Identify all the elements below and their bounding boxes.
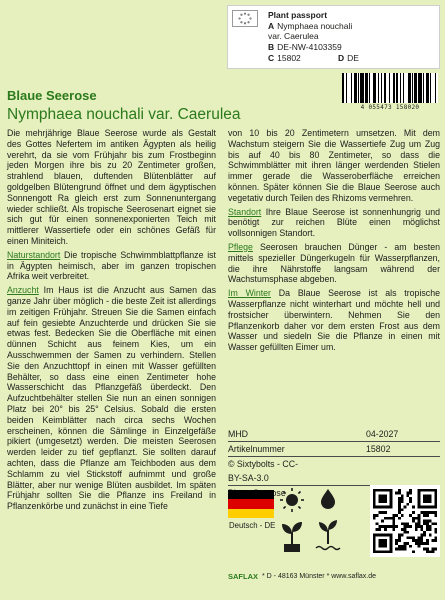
qr-module xyxy=(418,522,421,525)
qr-module xyxy=(423,514,426,517)
language-label: Deutsch - DE xyxy=(229,521,276,530)
qr-module xyxy=(420,536,423,539)
qr-module xyxy=(429,520,432,523)
qr-module xyxy=(412,511,415,514)
qr-module xyxy=(401,548,404,551)
passport-line-a xyxy=(268,21,352,31)
passport-title: Plant passport xyxy=(268,10,328,20)
intro-paragraph: Die mehrjährige Blaue Seerose wurde als Gestalt des Gottes Nefertem im antiken Ägypten als heilig verehrt, da sie vom Frühjahr bis zum Frostbeginn jeden Morgen ihre bis zu 20 Zentimeter großen, strahlend blauen, duftenden Blütenblätter auf goldgelben Blütengrund öffnet und dem ägyptischen Sonnengott Ra gleich erst zum Sonnenuntergang wieder schließt. Als tropische Seerosenart eignet sie sich gut für einen sonnenexponierten Teich mit mittlerer Wassertiefe oder ein schönes Gefäß für einen Miniteich. xyxy=(7,128,216,246)
qr-module xyxy=(404,506,407,509)
qr-module xyxy=(392,517,395,520)
qr-module xyxy=(423,548,426,551)
qr-module xyxy=(412,520,415,523)
qr-module xyxy=(398,500,401,503)
qr-module xyxy=(381,511,384,514)
qr-module xyxy=(404,542,407,545)
article-label: Artikelnummer xyxy=(228,444,285,454)
qr-module xyxy=(406,531,409,534)
left-column xyxy=(7,128,216,515)
qr-module xyxy=(398,536,401,539)
qr-module xyxy=(398,508,401,511)
passport-a-key: A xyxy=(268,21,275,31)
product-title: Blaue Seerose xyxy=(7,88,97,103)
qr-module xyxy=(406,492,409,495)
copyright-row xyxy=(228,457,440,486)
qr-module xyxy=(429,528,432,531)
qr-module xyxy=(395,539,398,542)
qr-module xyxy=(434,522,437,525)
qr-module xyxy=(415,542,418,545)
qr-module xyxy=(406,494,409,497)
winter-text: Da Blaue Seerose ist als tropische Wasserpflanze nicht winterhart und möchte hell und frostsicher überwintern. Nehmen Sie den Pflanzenkorb daher vor dem ersten Frost aus dem Wasser und siedeln Sie die Pflanze in einen mit Wasser gefüllten Eimer um. xyxy=(228,288,440,353)
qr-module xyxy=(412,536,415,539)
qr-module xyxy=(434,528,437,531)
qr-module xyxy=(409,525,412,528)
qr-module xyxy=(423,522,426,525)
qr-module xyxy=(434,539,437,542)
qr-module xyxy=(398,506,401,509)
qr-module xyxy=(401,500,404,503)
qr-module xyxy=(401,545,404,548)
qr-module xyxy=(398,548,401,551)
qr-module xyxy=(420,539,423,542)
seedling-icon xyxy=(282,522,302,552)
qr-module xyxy=(395,492,398,495)
natural-paragraph xyxy=(7,250,216,282)
qr-module xyxy=(401,528,404,531)
natural-heading: Naturstandort xyxy=(7,249,61,260)
eu-flag-icon xyxy=(232,10,258,27)
copyright-text: © Sixtybolts - CC-BY-SA-3.0 xyxy=(228,459,299,483)
qr-module xyxy=(426,525,429,528)
qr-module xyxy=(409,514,412,517)
pond-plant-icon xyxy=(316,520,340,550)
qr-module xyxy=(423,542,426,545)
qr-module xyxy=(392,525,395,528)
qr-module xyxy=(420,525,423,528)
brand-name: SAFLAX xyxy=(228,572,258,581)
location-paragraph xyxy=(228,207,440,239)
qr-module xyxy=(390,517,393,520)
qr-module xyxy=(409,536,412,539)
qr-module xyxy=(429,511,432,514)
qr-module xyxy=(384,528,387,531)
qr-module xyxy=(423,511,426,514)
mhd-label: MHD xyxy=(228,429,249,439)
qr-module xyxy=(418,539,421,542)
qr-module xyxy=(432,548,435,551)
qr-module xyxy=(420,511,423,514)
qr-module xyxy=(426,511,429,514)
qr-module xyxy=(423,520,426,523)
qr-module xyxy=(418,520,421,523)
barcode-bar xyxy=(436,73,437,103)
passport-line-b xyxy=(268,42,342,52)
plant-passport xyxy=(227,5,440,69)
growing-icons xyxy=(278,486,366,556)
qr-module xyxy=(398,497,401,500)
footer-address[interactable]: * D - 48163 Münster * www.saflax.de xyxy=(262,573,376,580)
qr-module xyxy=(395,542,398,545)
qr-module xyxy=(401,522,404,525)
qr-module xyxy=(376,528,379,531)
qr-module xyxy=(415,525,418,528)
qr-module xyxy=(412,517,415,520)
qr-module xyxy=(392,522,395,525)
qr-module xyxy=(398,534,401,537)
qr-module xyxy=(434,531,437,534)
qr-module xyxy=(373,514,376,517)
botanical-name: Nymphaea nouchali var. Caerulea xyxy=(7,106,241,123)
qr-module xyxy=(381,520,384,523)
qr-module xyxy=(418,536,421,539)
qr-module xyxy=(418,517,421,520)
sowing-text: Im Haus ist die Anzucht aus Samen das ganze Jahr über möglich - die beste Zeit ist allerdings im zeitigen Frühjahr. Streuen Sie die Samen einfach auf fein gesiebte Anzuchterde und drücken Sie sie etwas fest. Bedecken Sie die Oberfläche mit einen dünnen Schicht aus feinem Kies, um ein Ausschwemmen der Samen zu verhindern. Stellen Sie den Anzuchttopf in einen mit Wasser gefüllten Behälter, so dass eine einen Zentimeter hohe Wasserschicht das Pflanzgefäß überdeckt. Den Aufzuchtbehälter stellen Sie nun an einen sonnigen Platz bei 20° bis 25° Celsius. Sobald die ersten beiden Keimblätter nach circa sechs Wochen erscheinen, können die Sämlinge in Einzelgefäße pikiert (umgesetzt) werden. Die meisten Seerosen werden leider zu tief gepflanzt. Sie sollten darauf achten, dass die Pflanze am Teichboden aus dem Schlamm zu viel Stickstoff aufnimmt und große Blätter, aber nur wenige Blüten ausbildet. Im späten Frühjahr sollten Sie die Pflanze ins Freiland in Pflanzenkörbe und zunächst in eine Tiefe xyxy=(7,285,216,512)
qr-module xyxy=(434,548,437,551)
qr-module xyxy=(432,550,435,553)
winter-heading: Im Winter xyxy=(228,288,271,299)
qr-module xyxy=(434,536,437,539)
passport-a-line1: Nymphaea nouchali xyxy=(277,21,353,31)
qr-module xyxy=(381,525,384,528)
qr-module xyxy=(423,534,426,537)
qr-module xyxy=(418,525,421,528)
qr-module xyxy=(406,522,409,525)
footer xyxy=(228,570,440,584)
qr-module xyxy=(384,517,387,520)
qr-module xyxy=(404,522,407,525)
qr-module xyxy=(412,550,415,553)
qr-module xyxy=(415,528,418,531)
qr-module xyxy=(398,517,401,520)
qr-module xyxy=(426,548,429,551)
qr-module xyxy=(404,531,407,534)
qr-module xyxy=(415,539,418,542)
qr-module xyxy=(409,497,412,500)
qr-module xyxy=(387,525,390,528)
continued-paragraph: von 10 bis 20 Zentimetern umsetzen. Mit dem Wachstum steigern Sie die Wassertiefe Zug um Zug bis auf 40 bis 80 Zentimeter, so dass die Schwimmblätter mit ihren länger werdenden Stielen immer gerade die Wasseroberfläche erreichen können. Später können Sie die Blaue Seerose auch vegetativ durch Teilen des Rhizoms vermehren. xyxy=(228,128,440,203)
right-column xyxy=(228,128,440,356)
passport-a-line2: var. Caerulea xyxy=(268,31,319,41)
passport-c-key: C xyxy=(268,53,275,63)
qr-module xyxy=(432,522,435,525)
mhd-value: 04-2027 xyxy=(366,429,399,439)
sun-icon xyxy=(280,488,304,512)
passport-d-key: D xyxy=(338,53,345,63)
article-row xyxy=(228,442,440,457)
qr-module xyxy=(401,494,404,497)
qr-module xyxy=(429,534,432,537)
watering-icon xyxy=(321,489,335,509)
qr-module xyxy=(409,545,412,548)
qr-module xyxy=(378,525,381,528)
qr-module xyxy=(418,545,421,548)
qr-module xyxy=(401,497,404,500)
qr-module xyxy=(392,520,395,523)
article-value: 15802 xyxy=(366,444,391,454)
qr-module xyxy=(398,503,401,506)
qr-module xyxy=(412,539,415,542)
qr-module xyxy=(429,525,432,528)
passport-line-c xyxy=(268,53,301,63)
qr-module xyxy=(426,539,429,542)
qr-module xyxy=(398,545,401,548)
qr-module xyxy=(406,525,409,528)
qr-module xyxy=(378,511,381,514)
qr-module xyxy=(395,525,398,528)
qr-module xyxy=(406,536,409,539)
barcode-bars xyxy=(342,73,438,103)
qr-module xyxy=(432,539,435,542)
qr-module xyxy=(390,525,393,528)
qr-module xyxy=(404,525,407,528)
qr-module xyxy=(387,517,390,520)
qr-module xyxy=(384,511,387,514)
qr-module xyxy=(426,522,429,525)
qr-module xyxy=(426,550,429,553)
qr-module xyxy=(409,492,412,495)
qr-module xyxy=(392,514,395,517)
qr-module xyxy=(409,489,412,492)
qr-module xyxy=(395,548,398,551)
passport-b-value: DE-NW-4103359 xyxy=(277,42,342,52)
qr-module xyxy=(401,534,404,537)
qr-module xyxy=(404,528,407,531)
natural-text: Die tropische Schwimmblattpflanze ist in Ägypten heimisch, aber im ganzen tropischen Afrika weit verbreitet. xyxy=(7,249,216,282)
passport-b-key: B xyxy=(268,42,275,52)
qr-module xyxy=(420,542,423,545)
qr-module xyxy=(401,514,404,517)
qr-module xyxy=(404,545,407,548)
qr-module xyxy=(418,542,421,545)
qr-module xyxy=(404,548,407,551)
qr-module xyxy=(398,492,401,495)
barcode xyxy=(342,73,438,111)
sowing-paragraph xyxy=(7,285,216,512)
qr-module xyxy=(401,508,404,511)
qr-module xyxy=(432,511,435,514)
qr-module xyxy=(373,517,376,520)
qr-module xyxy=(398,489,401,492)
qr-module xyxy=(398,539,401,542)
care-paragraph xyxy=(228,242,440,285)
qr-module xyxy=(378,528,381,531)
qr-module xyxy=(420,528,423,531)
qr-module xyxy=(392,528,395,531)
qr-module xyxy=(426,514,429,517)
qr-module xyxy=(406,503,409,506)
qr-module xyxy=(423,531,426,534)
qr-module xyxy=(434,511,437,514)
qr-module xyxy=(426,528,429,531)
german-flag-icon xyxy=(228,490,274,518)
passport-line-d xyxy=(338,53,359,63)
location-text: Ihre Blaue Seerose ist sonnenhungrig und benötigt zur reichen Blüte einen möglichst vollsonnigen Standort. xyxy=(228,206,440,239)
winter-paragraph xyxy=(228,288,440,353)
qr-module xyxy=(384,525,387,528)
qr-module xyxy=(434,514,437,517)
sowing-heading: Anzucht xyxy=(7,285,39,296)
qr-module xyxy=(376,522,379,525)
location-heading: Standort xyxy=(228,206,262,217)
qr-module xyxy=(415,517,418,520)
passport-c-value: 15802 xyxy=(277,53,301,63)
qr-module xyxy=(398,511,401,514)
qr-module xyxy=(412,506,415,509)
qr-module xyxy=(415,522,418,525)
qr-module xyxy=(406,542,409,545)
barcode-digits: 4 055473 158020 xyxy=(360,104,420,111)
qr-module xyxy=(426,520,429,523)
qr-module xyxy=(376,514,379,517)
qr-module xyxy=(429,550,432,553)
qr-module xyxy=(395,514,398,517)
qr-module xyxy=(420,534,423,537)
qr-module xyxy=(426,542,429,545)
qr-module xyxy=(418,514,421,517)
qr-code[interactable] xyxy=(370,485,440,557)
mhd-row xyxy=(228,427,440,442)
care-heading: Pflege xyxy=(228,241,253,252)
qr-module xyxy=(409,500,412,503)
passport-d-value: DE xyxy=(347,53,359,63)
care-text: Seerosen brauchen Dünger - am besten mittels spezieller Düngerkugeln für Wasserpflanzen, die ihre Nährstoffe langsam während der Wachstumsphase abgeben. xyxy=(228,241,440,285)
